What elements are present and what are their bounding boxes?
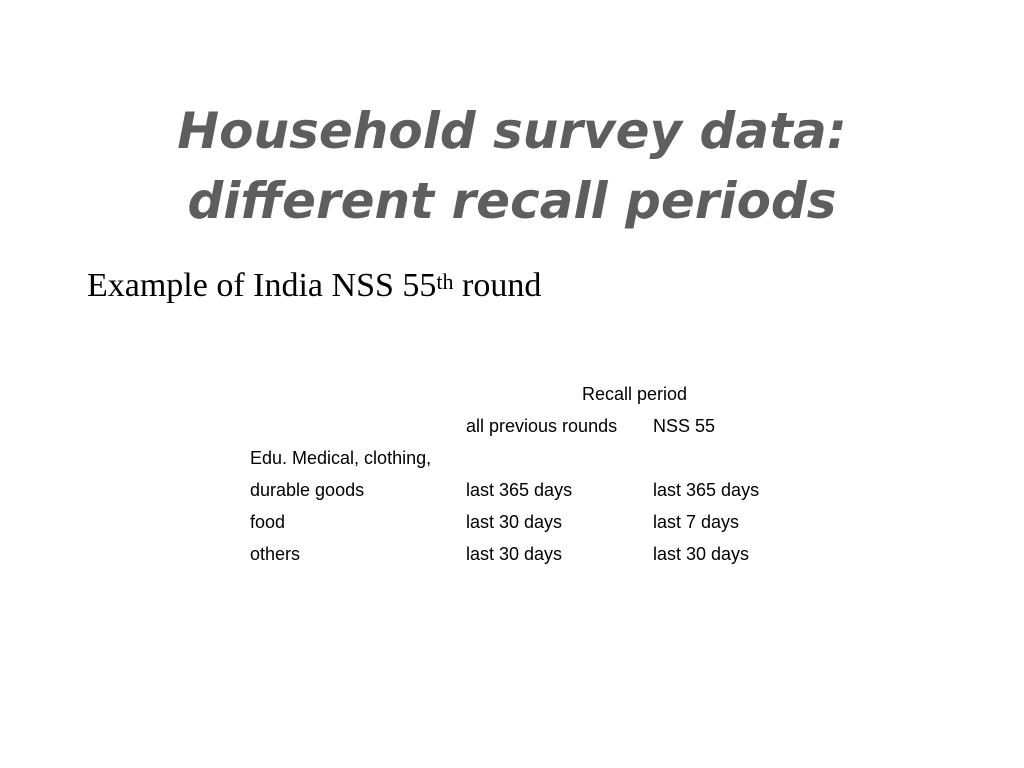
slide-subtitle [87, 264, 541, 308]
table-row [244, 506, 809, 538]
row-item: Edu. Medical, clothing, [250, 448, 432, 468]
title-line-2: different recall periods [187, 172, 837, 230]
title-line-1: Household survey data: [177, 102, 847, 160]
table-row [244, 538, 809, 570]
table-row [244, 442, 809, 474]
recall-period-table [244, 378, 809, 570]
row-item: food [250, 512, 286, 532]
subheader-empty-cell [244, 410, 460, 442]
row-item: durable goods [250, 480, 365, 500]
subtitle-main: Example of India NSS 55 [87, 267, 437, 304]
row-nss55: last 7 days [653, 512, 740, 532]
table-header-row [244, 378, 809, 410]
row-previous: last 30 days [466, 544, 563, 564]
table-subheader-row [244, 410, 809, 442]
row-nss55: last 365 days [653, 480, 760, 500]
row-nss55 [647, 442, 809, 474]
subtitle-superscript: th [436, 269, 454, 294]
row-item: others [250, 544, 301, 564]
subtitle-end: round [453, 267, 542, 304]
row-nss55: last 30 days [653, 544, 750, 564]
recall-period-header: Recall period [581, 384, 688, 404]
column-header-nss55: NSS 55 [653, 416, 716, 436]
header-empty-cell [244, 378, 460, 410]
row-previous: last 365 days [466, 480, 573, 500]
slide-title [0, 96, 1024, 236]
row-previous: last 30 days [466, 512, 563, 532]
row-previous [460, 442, 647, 474]
column-header-previous-rounds: all previous rounds [466, 416, 618, 436]
table-row [244, 474, 809, 506]
